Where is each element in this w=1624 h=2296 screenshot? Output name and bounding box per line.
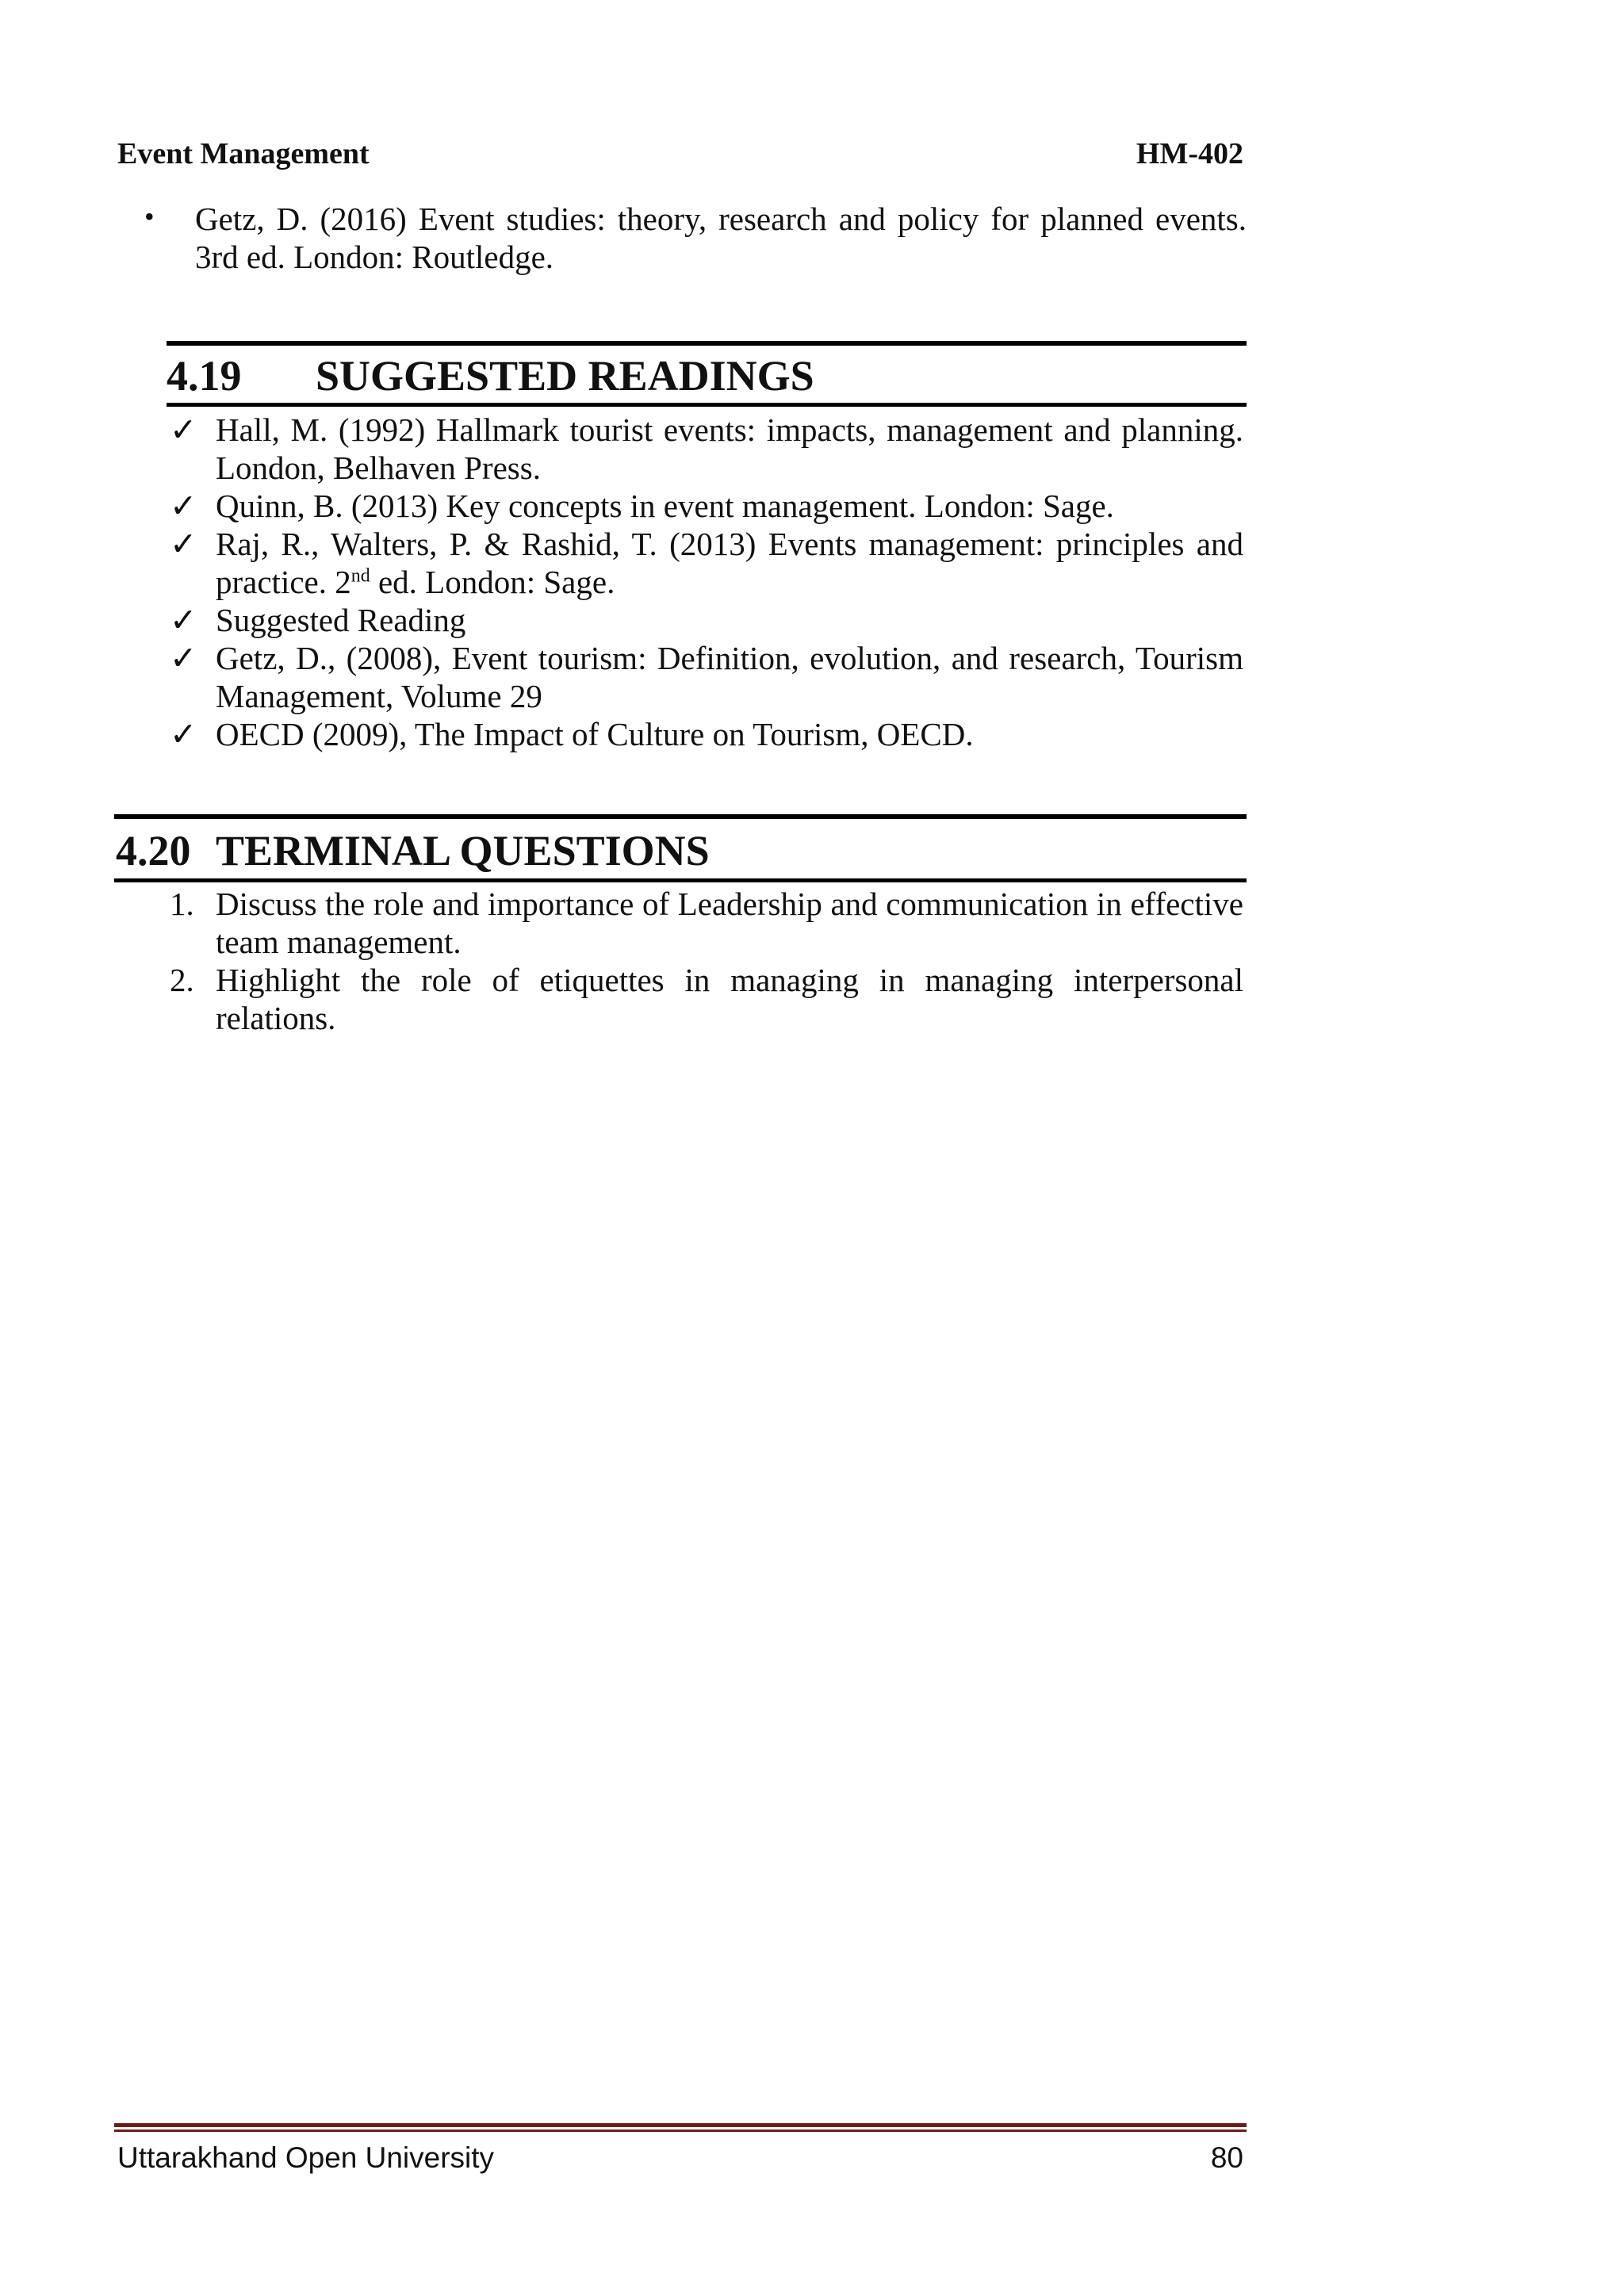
section-number: 4.19	[167, 352, 242, 400]
section-heading-readings	[167, 352, 814, 400]
reading-item	[170, 411, 1243, 487]
section-rule-bottom	[114, 878, 1247, 882]
footer-university: Uttarakhand Open University	[117, 2141, 495, 2174]
checkmark-icon: ✓	[170, 640, 197, 676]
header-course-code: HM-402	[1136, 137, 1243, 170]
question-item	[170, 961, 1243, 1037]
question-number: 1.	[170, 886, 194, 922]
reading-item	[170, 639, 1243, 715]
checkmark-icon: ✓	[170, 602, 197, 638]
checkmark-icon: ✓	[170, 488, 197, 524]
section-rule-top	[167, 341, 1247, 346]
bullet-marker: •	[144, 201, 155, 232]
terminal-questions-list	[170, 885, 1243, 1037]
reading-item	[170, 715, 1243, 753]
reading-text-part: ed. London: Sage.	[370, 564, 615, 600]
superscript: nd	[350, 565, 370, 587]
intro-reference	[144, 200, 1247, 276]
section-title: SUGGESTED READINGS	[316, 352, 814, 400]
reading-item	[170, 525, 1243, 601]
intro-reference-text: Getz, D. (2016) Event studies: theory, research and policy for planned events. 3rd ed. London: Routledge.	[195, 201, 1247, 275]
checkmark-icon: ✓	[170, 411, 197, 448]
section-rule-top	[114, 814, 1247, 819]
suggested-readings-list	[170, 411, 1243, 753]
reading-text-part: Raj, R., Walters, P. & Rashid, T. (2013) Events management: principles and practice. 2	[216, 526, 1243, 600]
reading-text: Quinn, B. (2013) Key concepts in event management. London: Sage.	[216, 488, 1114, 524]
reading-text: Suggested Reading	[216, 602, 466, 638]
question-text: Discuss the role and importance of Leadership and communication in effective team management.	[216, 886, 1243, 960]
checkmark-icon: ✓	[170, 526, 197, 562]
question-text: Highlight the role of etiquettes in managing in managing interpersonal relations.	[216, 962, 1243, 1036]
page-number: 80	[1210, 2141, 1243, 2174]
reading-text: Hall, M. (1992) Hallmark tourist events: impacts, management and planning. London, Belhaven Press.	[216, 411, 1243, 486]
page-footer	[117, 2141, 1243, 2175]
running-header	[117, 136, 1243, 171]
reading-item	[170, 601, 1243, 639]
reading-text	[216, 526, 1243, 600]
question-number: 2.	[170, 962, 194, 998]
reading-text: OECD (2009), The Impact of Culture on Tourism, OECD.	[216, 716, 974, 752]
section-rule-bottom	[167, 403, 1247, 407]
checkmark-icon: ✓	[170, 716, 197, 752]
section-title: TERMINAL QUESTIONS	[216, 827, 710, 874]
footer-rule	[114, 2130, 1247, 2132]
footer-rule	[114, 2123, 1247, 2127]
section-heading-questions	[116, 827, 710, 874]
header-course-title: Event Management	[117, 137, 370, 170]
reading-item	[170, 487, 1243, 525]
question-item	[170, 885, 1243, 961]
reading-text: Getz, D., (2008), Event tourism: Definition, evolution, and research, Tourism Management, Volume 29	[216, 640, 1243, 714]
section-number: 4.20	[116, 827, 191, 874]
